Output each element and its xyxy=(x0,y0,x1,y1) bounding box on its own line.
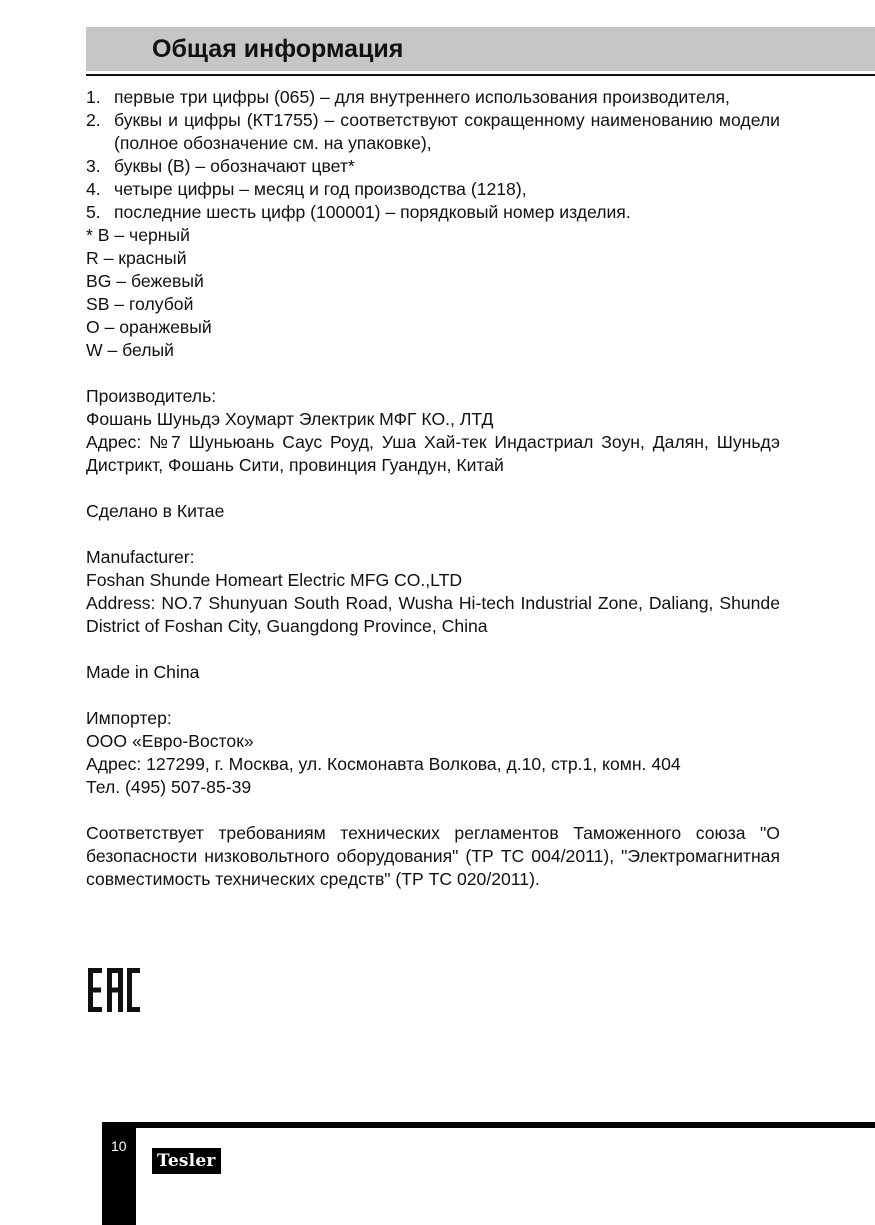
main-content xyxy=(86,86,780,891)
page-title: Общая информация xyxy=(152,35,404,63)
color-code: W – белый xyxy=(86,340,174,360)
manufacturer-ru-label: Производитель: xyxy=(86,386,217,406)
list-item xyxy=(86,109,780,155)
manufacturer-ru xyxy=(86,385,780,477)
color-code: BG – бежевый xyxy=(86,271,204,291)
list-text: первые три цифры (065) – для внутреннего использования производителя, xyxy=(114,87,730,107)
eac-mark-icon xyxy=(88,968,140,1012)
list-number: 4. xyxy=(86,179,101,199)
color-code: * B – черный xyxy=(86,225,190,245)
importer-address: Адрес: 127299, г. Москва, ул. Космонавта Волкова, д.10, стр.1, комн. 404 xyxy=(86,754,681,774)
importer-phone: Тел. (495) 507-85-39 xyxy=(86,777,252,797)
serial-number-list xyxy=(86,86,780,224)
header-divider xyxy=(86,74,875,76)
page-number: 10 xyxy=(111,1138,127,1154)
list-number: 2. xyxy=(86,110,101,130)
brand-logo: Tesler xyxy=(152,1148,221,1174)
importer-label: Импортер: xyxy=(86,708,172,728)
manufacturer-en-address: Address: NO.7 Shunyuan South Road, Wusha Hi-tech Industrial Zone, Daliang, Shunde District of Foshan City, Guangdong Province, China xyxy=(86,593,780,636)
compliance-text: Соответствует требованиям технических регламентов Таможенного союза "О безопасности низковольтного оборудования" (ТР ТС 004/2011), "Электромагнитная совместимость технических средств" (ТР ТС 020/2011). xyxy=(86,823,780,889)
color-code: O – оранжевый xyxy=(86,317,212,337)
manufacturer-ru-address: Адрес: №7 Шуньюань Саус Роуд, Уша Хай-тек Индастриал Зоун, Далян, Шуньдэ Дистрикт, Фошань Сити, провинция Гуандун, Китай xyxy=(86,432,780,475)
footer-divider xyxy=(102,1122,875,1128)
color-code: R – красный xyxy=(86,248,187,268)
importer xyxy=(86,707,780,799)
manufacturer-en-name: Foshan Shunde Homeart Electric MFG CO.,LTD xyxy=(86,570,463,590)
list-text: буквы (В) – обозначают цвет* xyxy=(114,156,355,176)
list-number: 3. xyxy=(86,156,101,176)
list-item xyxy=(86,86,780,109)
list-text: последние шесть цифр (100001) – порядковый номер изделия. xyxy=(114,202,631,222)
manufacturer-en xyxy=(86,546,780,638)
color-codes xyxy=(86,224,780,362)
manufacturer-en-label: Manufacturer: xyxy=(86,547,195,567)
list-item xyxy=(86,201,780,224)
list-number: 1. xyxy=(86,87,101,107)
list-text: четыре цифры – месяц и год производства (1218), xyxy=(114,179,527,199)
made-in-en: Made in China xyxy=(86,662,200,682)
list-item xyxy=(86,155,780,178)
importer-name: ООО «Евро-Восток» xyxy=(86,731,254,751)
manufacturer-ru-name: Фошань Шуньдэ Хоумарт Электрик МФГ КО., ЛТД xyxy=(86,409,494,429)
list-number: 5. xyxy=(86,202,101,222)
list-item xyxy=(86,178,780,201)
made-in-ru: Сделано в Китае xyxy=(86,501,225,521)
color-code: SB – голубой xyxy=(86,294,194,314)
list-text: буквы и цифры (КТ1755) – соответствуют сокращенному наименованию модели (полное обозначение см. на упаковке), xyxy=(114,110,780,153)
